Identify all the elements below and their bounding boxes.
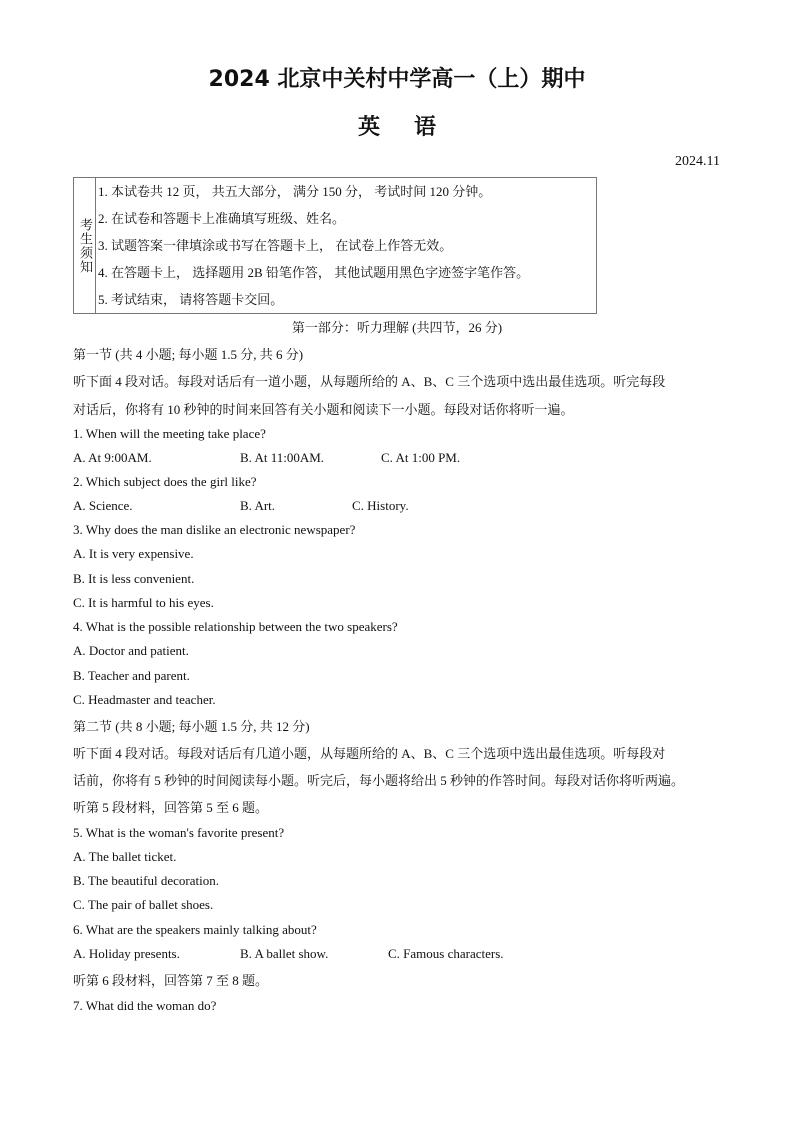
q1-option-a: A. At 9:00AM. — [73, 450, 152, 465]
question-2: 2. Which subject does the girl like? — [73, 474, 257, 489]
notice-item: 5. 考试结束， 请将答题卡交回。 — [98, 292, 284, 307]
question-5: 5. What is the woman's favorite present? — [73, 825, 285, 840]
q3-option-a: A. It is very expensive. — [73, 546, 194, 561]
question-3: 3. Why does the man dislike an electronic newspaper? — [73, 522, 356, 537]
q3-option-b: B. It is less convenient. — [73, 571, 195, 586]
exam-title: 2024 北京中关村中学高一（上）期中 — [208, 67, 586, 92]
q4-option-c: C. Headmaster and teacher. — [73, 692, 216, 707]
q2-option-a: A. Science. — [73, 498, 133, 513]
notice-label: 考生须知 — [77, 217, 92, 274]
q6-option-c: C. Famous characters. — [388, 946, 504, 961]
q5-option-a: A. The ballet ticket. — [73, 849, 177, 864]
q6-option-b: B. A ballet show. — [240, 946, 329, 961]
q5-option-b: B. The beautiful decoration. — [73, 873, 219, 888]
question-4: 4. What is the possible relationship between the two speakers? — [73, 619, 398, 634]
q5-option-c: C. The pair of ballet shoes. — [73, 897, 214, 912]
question-6: 6. What are the speakers mainly talking about? — [73, 922, 317, 937]
notice-item: 2. 在试卷和答题卡上准确填写班级、姓名。 — [98, 211, 346, 226]
material-6-note: 听第 6 段材料，回答第 7 至 8 题。 — [73, 973, 269, 988]
subject-title: 英语 — [357, 115, 470, 140]
notice-item: 4. 在答题卡上， 选择题用 2B 铅笔作答， 其他试题用黑色字迹签字笔作答。 — [98, 265, 530, 280]
q1-option-b: B. At 11:00AM. — [240, 450, 325, 465]
section2-heading: 第二节 (共 8 小题; 每小题 1.5 分, 共 12 分) — [73, 719, 310, 734]
question-7: 7. What did the woman do? — [73, 998, 217, 1013]
q1-option-c: C. At 1:00 PM. — [381, 450, 461, 465]
q6-option-a: A. Holiday presents. — [73, 946, 180, 961]
notice-box — [73, 177, 597, 314]
section1-instruction-line2: 对话后，你将有 10 秒钟的时间来回答有关小题和阅读下一小题。每段对话你将听一遍。 — [73, 402, 574, 417]
q3-option-c: C. It is harmful to his eyes. — [73, 595, 214, 610]
section2-instruction-line2: 话前，你将有 5 秒钟的时间阅读每小题。听完后，每小题将给出 5 秒钟的作答时间。每段对话你将听两遍。 — [73, 773, 685, 788]
exam-date: 2024.11 — [675, 154, 720, 169]
section1-instruction-line1: 听下面 4 段对话。每段对话后有一道小题，从每题所给的 A、B、C 三个选项中选出最佳选项。听完每段 — [73, 374, 666, 389]
q4-option-a: A. Doctor and patient. — [73, 643, 189, 658]
notice-list — [98, 181, 592, 316]
section1-heading: 第一节 (共 4 小题; 每小题 1.5 分, 共 6 分) — [73, 347, 304, 362]
notice-item: 1. 本试卷共 12 页， 共五大部分， 满分 150 分， 考试时间 120 分钟。 — [98, 184, 492, 199]
notice-label-cell — [74, 178, 96, 313]
question-1: 1. When will the meeting take place? — [73, 426, 266, 441]
q2-option-c: C. History. — [352, 498, 409, 513]
notice-item: 3. 试题答案一律填涂或书写在答题卡上， 在试卷上作答无效。 — [98, 238, 453, 253]
part1-heading: 第一部分：听力理解 (共四节，26 分) — [291, 320, 503, 335]
q2-option-b: B. Art. — [240, 498, 276, 513]
material-5-note: 听第 5 段材料，回答第 5 至 6 题。 — [73, 800, 269, 815]
section2-instruction-line1: 听下面 4 段对话。每段对话后有几道小题，从每题所给的 A、B、C 三个选项中选出最佳选项。听每段对 — [73, 746, 666, 761]
q4-option-b: B. Teacher and parent. — [73, 668, 190, 683]
